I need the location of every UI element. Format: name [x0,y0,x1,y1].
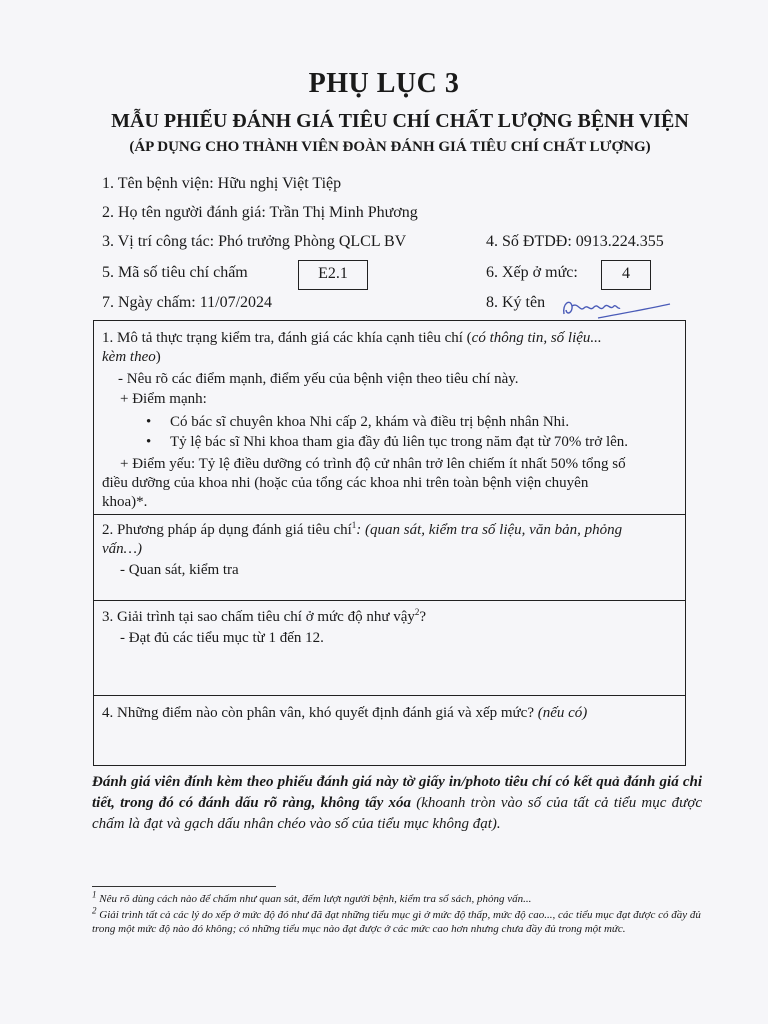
criteria-code-box: E2.1 [298,260,368,290]
section-4-heading: 4. Những điểm nào còn phân vân, khó quyết định đánh giá và xếp mức? (nếu có) [102,705,588,721]
bullet-icon: • [146,434,152,450]
section-1 [94,321,685,514]
weakness-line-3: khoa)*. [102,494,148,510]
section-4 [94,695,685,765]
level-label: 6. Xếp ở mức: [486,264,578,281]
hospital-name: 1. Tên bệnh viện: Hữu nghị Việt Tiệp [102,175,342,192]
section-3-content: - Đạt đủ các tiểu mục từ 1 đến 12. [120,630,324,646]
section-1-heading: 1. Mô tả thực trạng kiểm tra, đánh giá các khía cạnh tiêu chí (có thông tin, số liệu... [102,330,602,346]
instruction-note: Đánh giá viên đính kèm theo phiếu đánh giá này tờ giấy in/photo tiêu chí có kết quả đánh giá chi tiết, trong đó có đánh dấu rõ ràng, không tẩy xóa (khoanh tròn vào số của tất cả tiểu mục được chấm là đạt và gạch dấu nhân chéo vào số của tiểu mục không đạt). [92,774,702,832]
weakness-line-2: điều dưỡng của khoa nhi (hoặc của tổng các khoa nhi trên toàn bệnh viện chuyên [102,475,589,491]
evaluation-table [93,320,686,766]
section-2-content: - Quan sát, kiểm tra [120,562,239,578]
section-2-heading-cont: vấn…) [102,541,142,557]
section-3-heading: 3. Giải trình tại sao chấm tiêu chí ở mức độ như vậy$^2$? [102,607,427,625]
page-title: PHỤ LỤC 3 [308,68,460,99]
work-position: 3. Vị trí công tác: Phó trưởng Phòng QLCL BV [102,233,407,250]
form-title: MẪU PHIẾU ĐÁNH GIÁ TIÊU CHÍ CHẤT LƯỢNG BỆNH VIỆN [111,110,689,132]
section-2-heading: 2. Phương pháp áp dụng đánh giá tiêu chí$^1$: (quan sát, kiểm tra số liệu, văn bản, phỏng [102,520,623,538]
criteria-code-label: 5. Mã số tiêu chí chấm [102,264,248,281]
signature-label: 8. Ký tên [486,294,546,311]
level-box: 4 [601,260,651,290]
section-3 [94,600,685,695]
weakness-line-1: + Điểm yếu: Tỷ lệ điều dưỡng có trình độ cử nhân trở lên chiếm ít nhất 50% tổng số [120,456,626,472]
footnote-divider [92,886,276,887]
strength-2: Tỷ lệ bác sĩ Nhi khoa tham gia đầy đủ liên tục trong năm đạt từ 70% trở lên. [170,434,629,450]
section-1-intro: - Nêu rõ các điểm mạnh, điểm yếu của bệnh viện theo tiêu chí này. [118,371,519,387]
section-2 [94,514,685,600]
footnote-1: $^1$ Nêu rõ dùng cách nào để chấm như quan sát, đếm lượt người bệnh, kiểm tra sổ sách, phỏng vấn... [92,889,532,905]
strengths-label: + Điểm mạnh: [120,391,207,407]
bullet-icon: • [146,414,152,430]
footnote-2: $^2$ Giải trình tất cả các lý do xếp ở mức độ đó như đã đạt những tiểu mục gì ở mức độ thấp, mức độ cao..., các tiểu mục đạt được có đầy đủ trong một mức độ nào đó không; có những tiểu mục nào đạt được ở các mức cao hơn nhưng chưa đầy đủ trong một mức. [92,905,701,935]
phone-number: 4. Số ĐTDĐ: 0913.224.355 [486,233,664,250]
section-1-heading-cont: kèm theo) [102,349,161,365]
evaluator-name: 2. Họ tên người đánh giá: Trần Thị Minh Phương [102,204,418,221]
form-scope: (ÁP DỤNG CHO THÀNH VIÊN ĐOÀN ĐÁNH GIÁ TIÊU CHÍ CHẤT LƯỢNG) [129,139,651,155]
strength-1: Có bác sĩ chuyên khoa Nhi cấp 2, khám và điều trị bệnh nhân Nhi. [170,414,570,430]
evaluation-date: 7. Ngày chấm: 11/07/2024 [102,294,273,311]
